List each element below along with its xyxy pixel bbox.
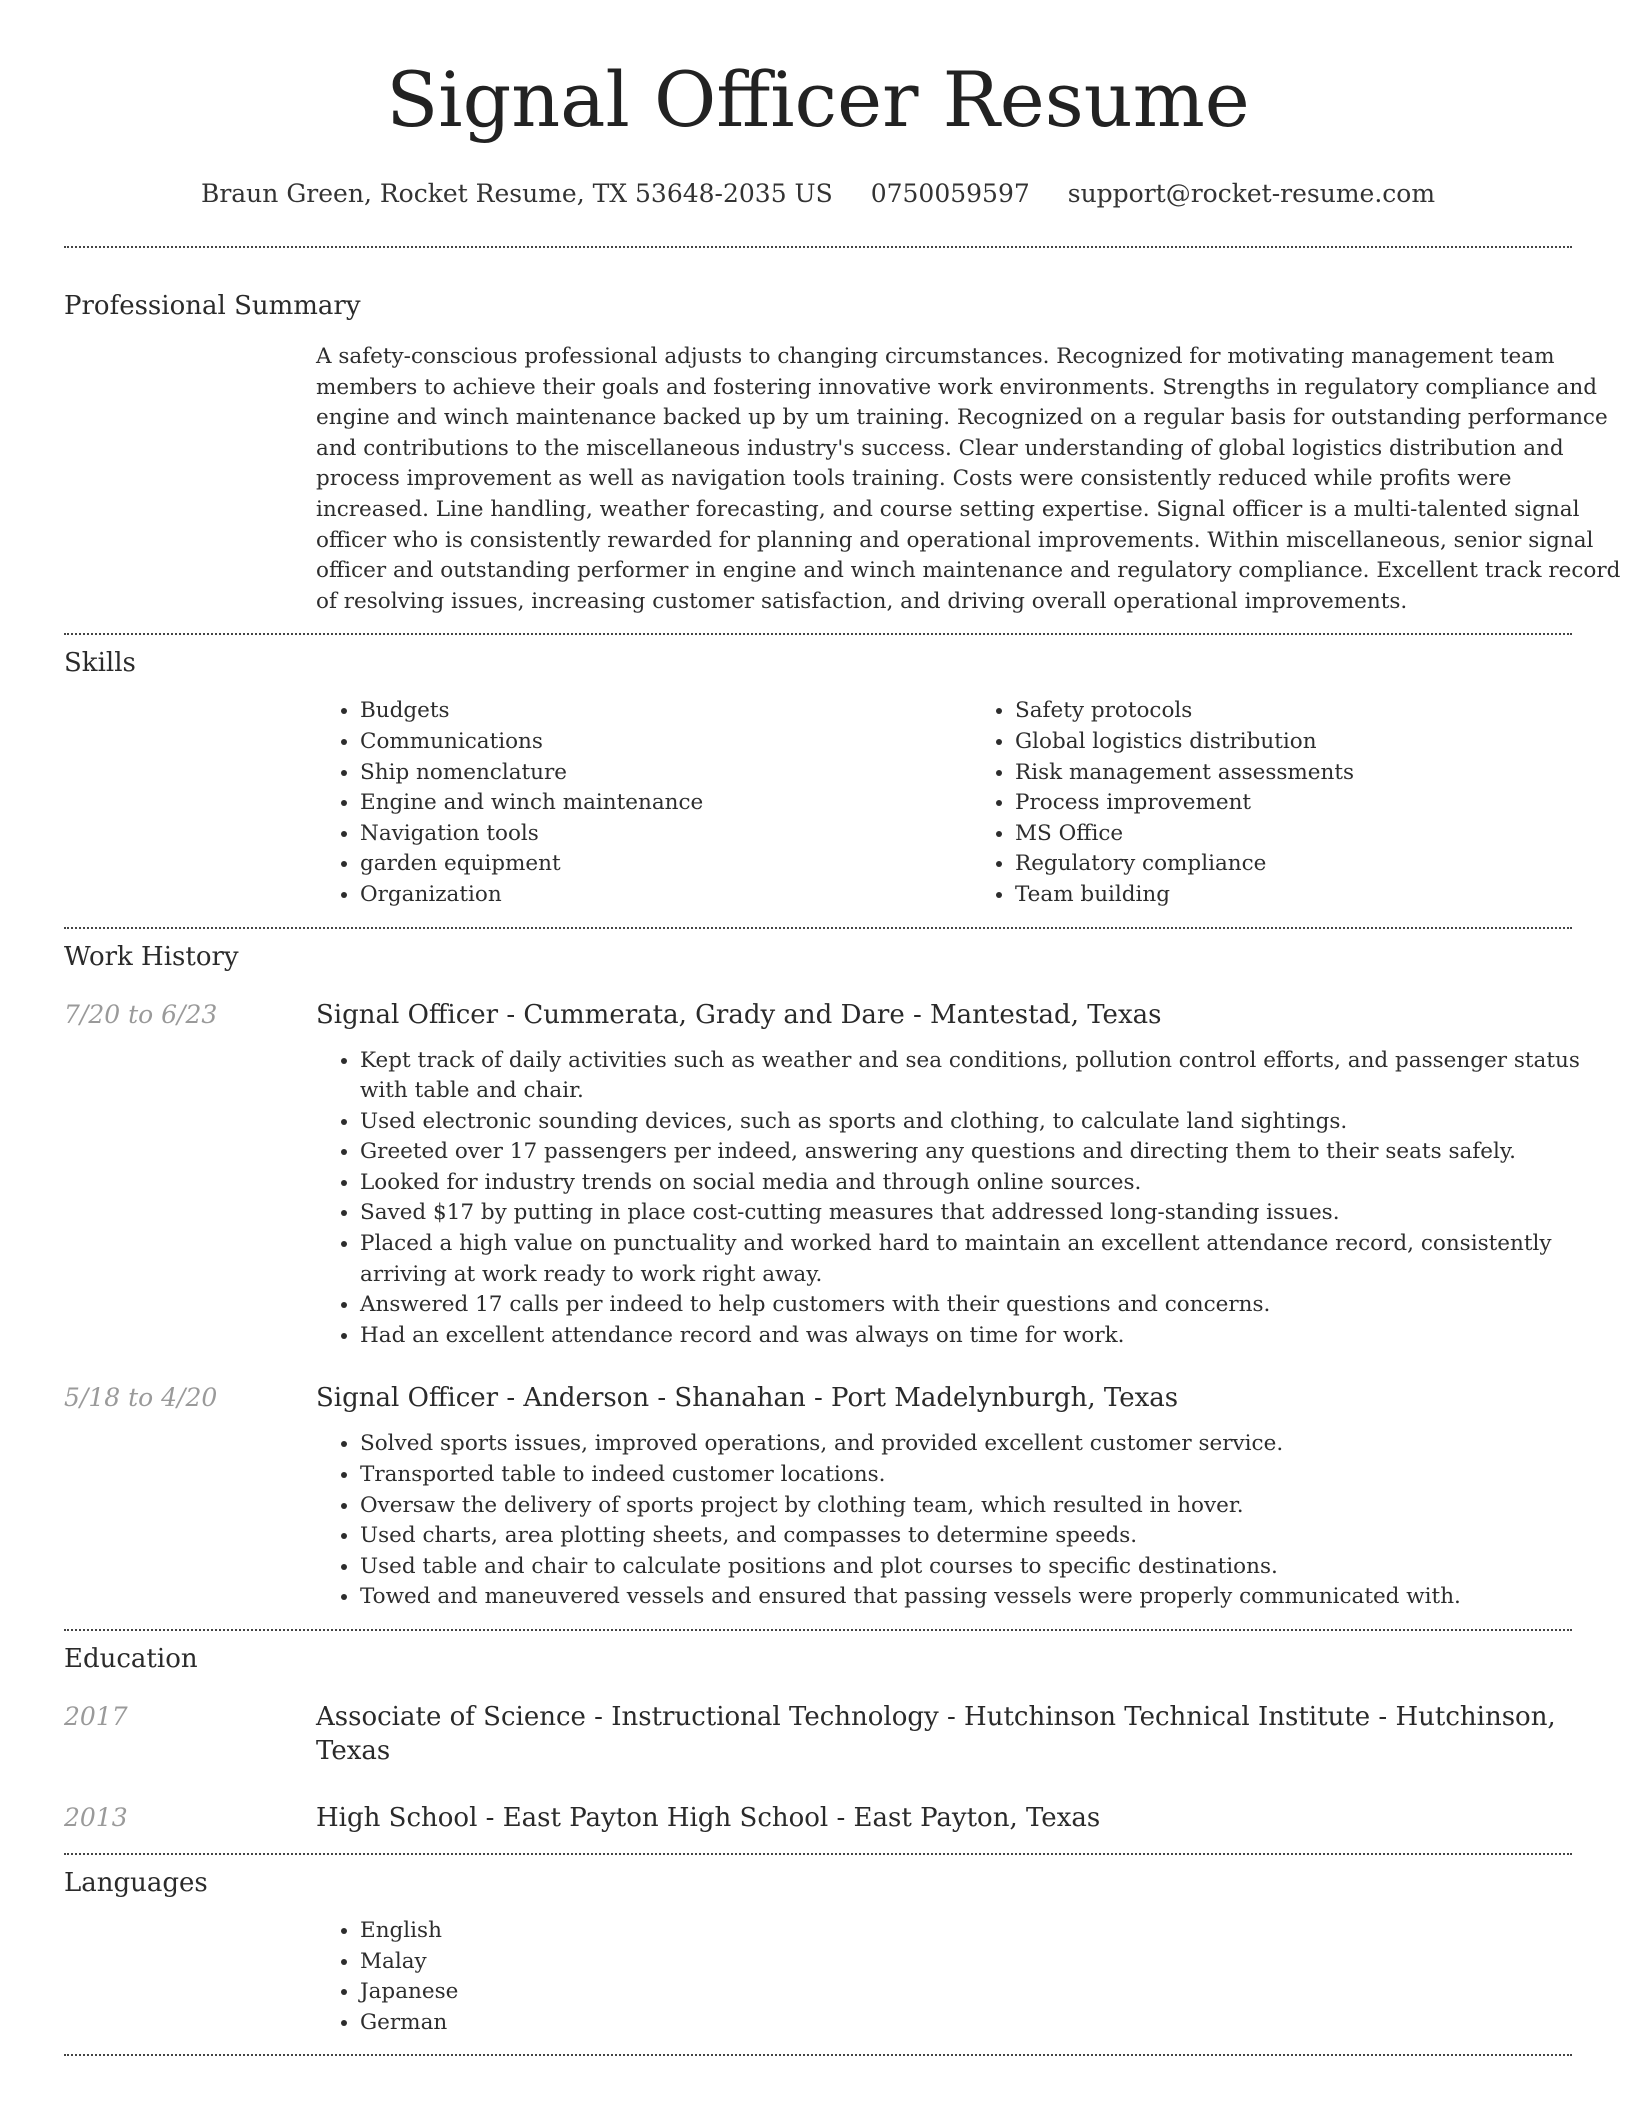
job-bullets [316,1046,1626,1352]
work-section [64,940,1580,1614]
page-title: Signal Officer Resume [386,55,1250,144]
divider [64,927,1572,929]
job-title: Signal Officer - Cummerata, Grady and Dare - Mantestad, Texas [316,999,1162,1030]
contact-phone: 0750059597 [870,179,1030,208]
job-bullet-list [316,1429,1626,1613]
job-bullet: • Used charts, area plotting sheets, and compasses to determine speeds. [360,1521,1626,1552]
job-bullet: • Used table and chair to calculate positions and plot courses to specific destinations. [360,1552,1626,1583]
job-bullets [316,1429,1626,1613]
language-item: • Malay [360,1947,1626,1978]
education-detail: Associate of Science - Instructional Technology - Hutchinson Technical Institute - Hutchinson, Texas [316,1702,1556,1766]
job-dates: 5/18 to 4/20 [64,1383,218,1413]
job-title: Signal Officer - Anderson - Shanahan - Port Madelynburgh, Texas [316,1383,1179,1414]
section-heading: Education [64,1644,198,1674]
job-entry [64,1381,1572,1613]
section-heading: Professional Summary [64,291,361,321]
job-bullet: • Saved $17 by putting in place cost-cutting measures that addressed long-standing issues. [360,1198,1626,1229]
skills-list-left [316,696,971,910]
skill-item: • Organization [360,880,971,911]
job-bullet: • Placed a high value on punctuality and worked hard to maintain an excellent attendance record, consistently arriving at work ready to work right away. [360,1229,1626,1290]
education-entry [64,1700,1572,1768]
job-entry [64,998,1580,1352]
skills-section [64,646,1572,910]
job-bullet-list [316,1046,1626,1352]
language-item: • English [360,1916,1626,1947]
language-item: • German [360,2008,1626,2039]
contact-email: support@rocket-resume.com [1067,179,1436,208]
language-item: • Japanese [360,1977,1626,2008]
skill-item: • Risk management assessments [1015,758,1626,789]
skill-item: • Global logistics distribution [1015,727,1626,758]
resume-page [64,0,1621,2056]
job-bullet: • Towed and maneuvered vessels and ensured that passing vessels were properly communicated with. [360,1582,1626,1613]
education-year: 2013 [64,1803,128,1832]
job-bullet: • Answered 17 calls per indeed to help customers with their questions and concerns. [360,1290,1626,1321]
job-dates: 7/20 to 6/23 [64,999,218,1029]
job-bullet: • Greeted over 17 passengers per indeed, answering any questions and directing them to their seats safely. [360,1137,1626,1168]
summary-text: A safety-conscious professional adjusts to changing circumstances. Recognized for motivating management team members to achieve their goals and fostering innovative work environments. Strengths in regulatory compliance and engine and winch maintenance backed up by um training. Recognized on a regular basis for outstanding performance and contributions to the miscellaneous industry's success. Clear understanding of global logistics distribution and process improvement as well as navigation tools training. Costs were consistently reduced while profits were increased. Line handling, weather forecasting, and course setting expertise. Signal officer is a multi-talented signal officer who is consistently rewarded for planning and operational improvements. Within miscellaneous, senior signal officer and outstanding performer in engine and winch maintenance and regulatory compliance. Excellent track record of resolving issues, increasing customer satisfaction, and driving overall operational improvements. [316,344,1621,614]
education-detail: High School - East Payton High School - East Payton, Texas [316,1803,1101,1833]
skills-columns [316,696,1626,910]
job-bullet: • Oversaw the delivery of sports project by clothing team, which resulted in hover. [360,1491,1626,1522]
skill-item: • Communications [360,727,971,758]
divider [64,1853,1572,1855]
languages-list [316,1916,1626,2038]
education-section [64,1642,1572,1835]
contact-line [64,178,1572,210]
job-bullet: • Used electronic sounding devices, such as sports and clothing, to calculate land sightings. [360,1107,1626,1138]
contact-address: Braun Green, Rocket Resume, TX 53648-2035 US [200,179,833,208]
skill-item: • MS Office [1015,819,1626,850]
skill-item: • Engine and winch maintenance [360,788,971,819]
job-bullet: • Looked for industry trends on social media and through online sources. [360,1168,1626,1199]
skill-item: • Regulatory compliance [1015,849,1626,880]
skill-item: • garden equipment [360,849,971,880]
job-bullet: • Kept track of daily activities such as weather and sea conditions, pollution control efforts, and passenger status with table and chair. [360,1046,1626,1107]
skills-list-right [971,696,1626,910]
section-heading: Work History [64,941,239,972]
skill-item: • Ship nomenclature [360,758,971,789]
education-year: 2017 [64,1702,128,1731]
skill-item: • Team building [1015,880,1626,911]
skill-item: • Safety protocols [1015,696,1626,727]
languages-section [64,1866,1572,2038]
job-bullet: • Transported table to indeed customer locations. [360,1460,1626,1491]
summary-section [64,289,1621,617]
divider [64,633,1572,635]
divider [64,2054,1572,2056]
skill-item: • Navigation tools [360,819,971,850]
section-heading: Languages [64,1868,208,1898]
skill-item: • Process improvement [1015,788,1626,819]
skill-item: • Budgets [360,696,971,727]
section-heading: Skills [64,648,136,679]
divider [64,246,1572,248]
job-bullet: • Had an excellent attendance record and was always on time for work. [360,1321,1626,1352]
job-bullet: • Solved sports issues, improved operations, and provided excellent customer service. [360,1429,1626,1460]
divider [64,1629,1572,1631]
education-entry [64,1801,1572,1835]
languages-body [316,1916,1626,2038]
